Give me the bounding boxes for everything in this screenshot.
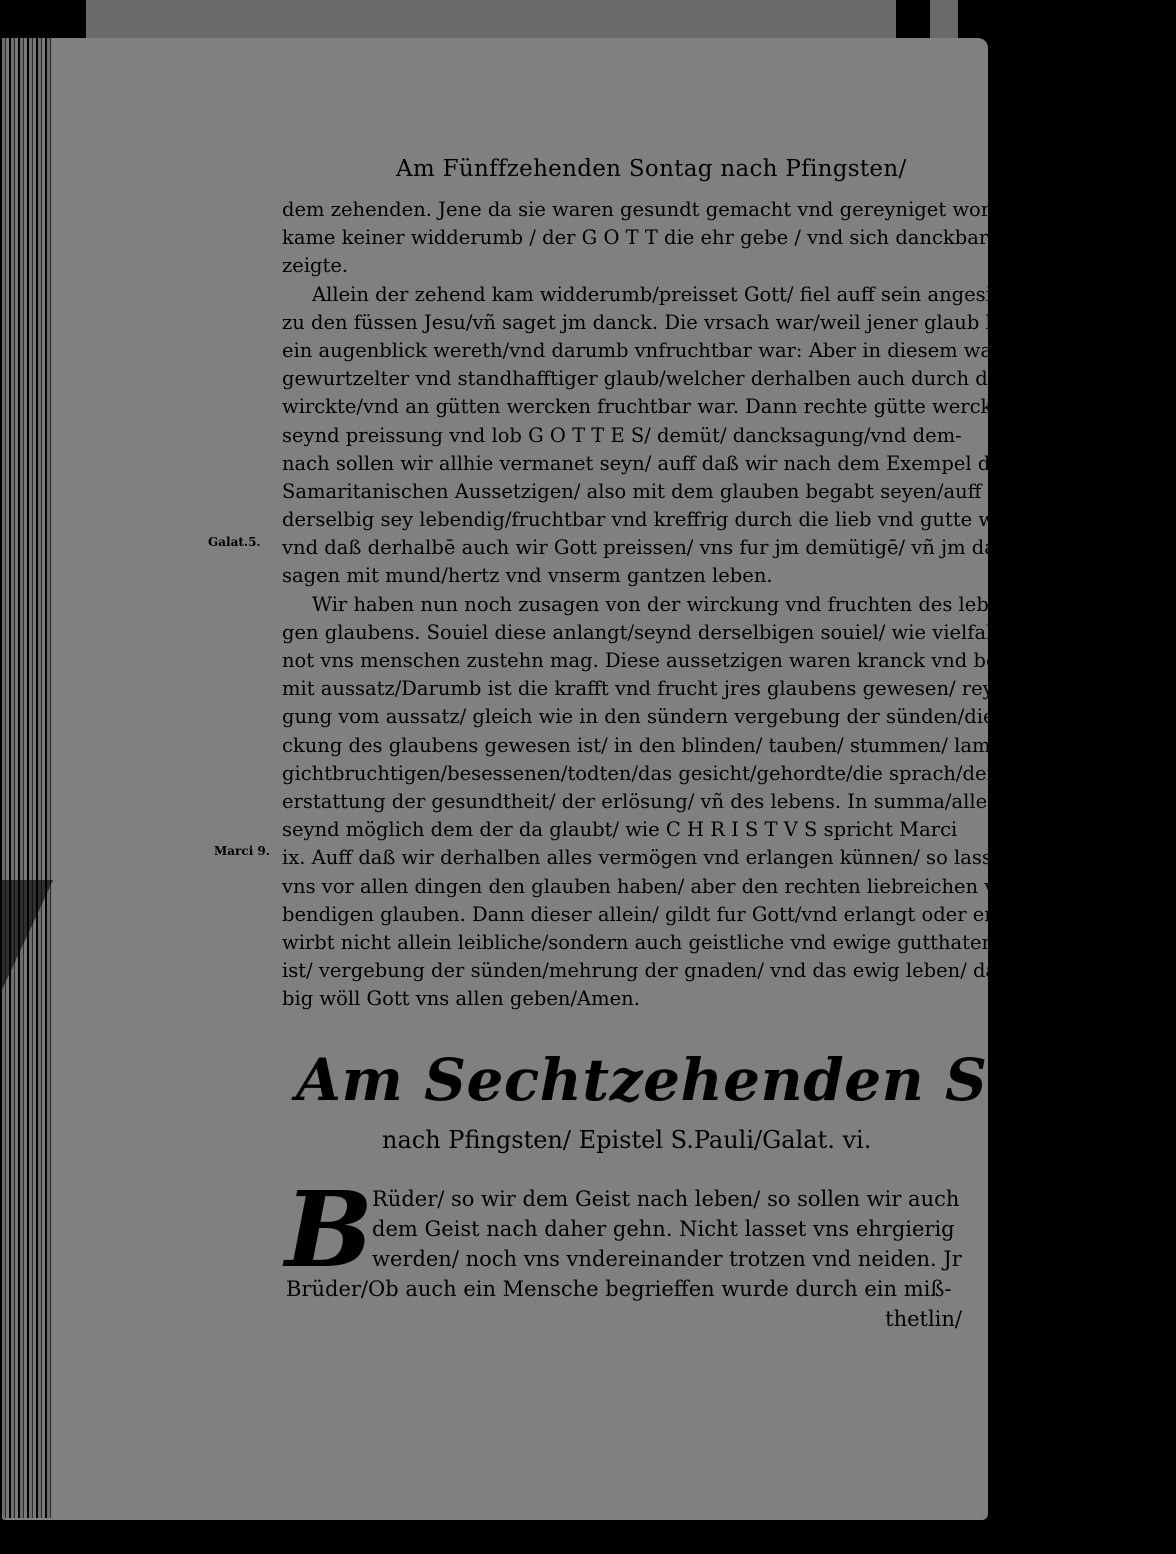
text-line: vnd daß derhalbē auch wir Gott preissen/ vns fur jm demütigē/ vñ jm danck-	[282, 536, 1038, 560]
text-line: nach sollen wir allhie vermanet seyn/ auff daß wir nach dem Exempel des	[282, 451, 1012, 475]
text-line: Allein der zehend kam widderumb/preisset Gott/ fiel auff sein angesicht	[312, 282, 1024, 306]
text-line: mit aussatz/Darumb ist die krafft vnd frucht jres glaubens gewesen/ reyni-	[282, 677, 1020, 701]
text-line: not vns menschen zustehn mag. Diese aussetzigen waren kranck vnd behafft	[282, 649, 1044, 672]
margin-note-marci: Marci 9.	[214, 844, 270, 858]
text-line: sagen mit mund/hertz vnd vnserm gantzen leben.	[282, 564, 773, 588]
text-line: big wöll Gott vns allen geben/Amen.	[282, 987, 640, 1011]
text-line: seynd preissung vnd lob G O T T E S/ demüt/ dancksagung/vnd dem-	[282, 423, 962, 447]
text-line: ix. Auff daß wir derhalben alles vermögen vnd erlangen künnen/ so lasset	[282, 846, 1012, 870]
spine-shadow	[0, 880, 70, 1110]
text-line: wirckte/vnd an gütten wercken fruchtbar war. Dann rechte gütte werck/	[282, 395, 999, 419]
bottom-scan-border	[0, 1520, 1000, 1554]
text-line: erstattung der gesundtheit/ der erlösung/ vñ des lebens. In summa/alle ding	[282, 789, 1038, 813]
text-line: kame keiner widderumb / der G O T T die ehr gebe / vnd sich danckbar er-	[282, 226, 1022, 250]
epistle-line: dem Geist nach daher gehn. Nicht lasset vns ehrgierig	[372, 1217, 955, 1241]
text-line: zeigte.	[282, 254, 349, 278]
text-line: zu den füssen Jesu/vñ saget jm danck. Die vrsach war/weil jener glaub kaum	[282, 310, 1041, 334]
section-title: Am Sechtzehenden Sontag	[296, 1046, 1176, 1114]
epistle-line: Rüder/ so wir dem Geist nach leben/ so sollen wir auch	[372, 1187, 960, 1211]
text-line: Wir haben nun noch zusagen von der wirckung vnd fruchten des lebendi-	[312, 592, 1039, 616]
epistle-line: thetlin/	[885, 1307, 962, 1331]
text-line: seynd möglich dem der da glaubt/ wie C H R I S T V S spricht Marci	[282, 818, 958, 842]
text-line: gung vom aussatz/ gleich wie in den sündern vergebung der sünden/die wir-	[282, 705, 1040, 729]
body-text	[282, 196, 1058, 1013]
epistle-line: werden/ noch vns vndereinander trotzen vnd neiden. Jr	[372, 1247, 962, 1271]
top-scan-border	[0, 0, 1000, 40]
epistle-text-full	[286, 1274, 962, 1334]
text-line: bendigen glauben. Dann dieser allein/ gildt fur Gott/vnd erlangt oder er-	[282, 902, 1001, 926]
text-line: vns vor allen dingen den glauben haben/ aber den rechten liebreichen vnd le-	[282, 874, 1051, 898]
text-line: ein augenblick wereth/vnd darumb vnfruchtbar war: Aber in diesem war ein	[282, 338, 1038, 362]
epistle-line: Brüder/Ob auch ein Mensche begrieffen wurde durch ein miß-	[286, 1277, 952, 1301]
running-header: Am Fünffzehenden Sontag nach Pfingsten/	[396, 156, 907, 182]
text-line: wirbt nicht allein leibliche/sondern auch geistliche vnd ewige gutthaten/ das	[282, 930, 1041, 954]
text-line: Samaritanischen Aussetzigen/ also mit dem glauben begabt seyen/auff daß	[282, 479, 1025, 503]
text-line: gewurtzelter vnd standhafftiger glaub/welcher derhalben auch durch die lieb	[282, 367, 1049, 391]
book-spine-edge	[0, 38, 52, 1518]
text-line: derselbig sey lebendig/fruchtbar vnd kreffrig durch die lieb vnd gutte werck/	[282, 508, 1046, 532]
decorated-initial: B	[285, 1168, 373, 1291]
text-line: gichtbruchtigen/besessenen/todten/das gesicht/gehordte/die sprach/der gang/	[282, 761, 1058, 785]
text-line: gen glaubens. Souiel diese anlangt/seynd derselbigen souiel/ wie vielfaltige	[282, 620, 1031, 644]
text-line: dem zehenden. Jene da sie waren gesundt gemacht vnd gereyniget worden/	[282, 198, 1034, 221]
text-line: ckung des glaubens gewesen ist/ in den blinden/ tauben/ stummen/ lamen/	[282, 733, 1022, 757]
margin-note-galat: Galat.5.	[208, 535, 261, 549]
text-line: ist/ vergebung der sünden/mehrung der gnaden/ vnd das ewig leben/ dassel-	[282, 959, 1042, 983]
epistle-text-indented	[372, 1184, 962, 1274]
section-subtitle: nach Pfingsten/ Epistel S.Pauli/Galat. vi.	[382, 1126, 872, 1154]
